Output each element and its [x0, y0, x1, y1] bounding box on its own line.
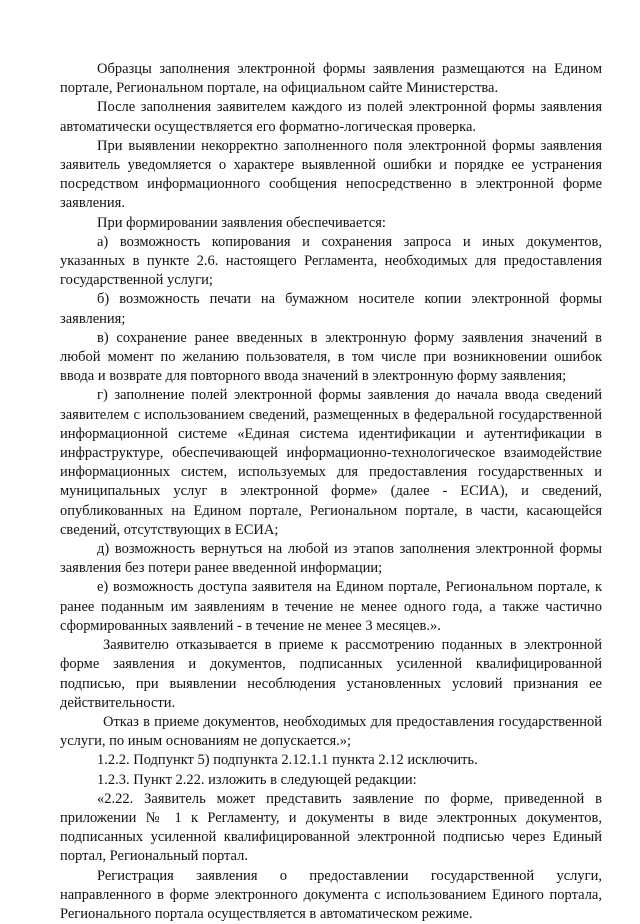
paragraph-registration: Регистрация заявления о предоставлении государственной услуги, направленного в форме электронного документа с использованием Единого портала, Регионального портала осуществляется в автоматическом режиме. [60, 867, 602, 922]
paragraph-no-other-grounds: Отказ в приеме документов, необходимых для предоставления государственной услуги, по иным основаниям не допускается.»; [60, 713, 602, 750]
list-item-g: г) заполнение полей электронной формы заявления до начала ввода сведений заявителем с использованием сведений, размещенных в федеральной государственной информационной системе «Единая система идентификации и аутентификации в инфраструктуре, обеспечивающей информационно-технологическое взаимодействие информационных систем, используемых для предоставления государственных и муниципальных услуг в электронной форме» (далее - ЕСИА), и сведений, опубликованных на Едином портале, Региональном портале, в части, касающейся сведений, отсутствующих в ЕСИА; [60, 387, 602, 538]
list-item-e: е) возможность доступа заявителя на Едином портале, Региональном портале, к ранее поданным им заявлениям в течение не менее одного года, а также частично сформированных заявлений - в течение не менее 3 месяцев.». [60, 579, 602, 634]
paragraph-refusal: Заявителю отказывается в приеме к рассмотрению поданных в электронной форме заявления и документов, подписанных усиленной квалифицированной подписью, при выявлении несоблюдения установленных условий признания ее действительности. [60, 637, 602, 711]
paragraph-format-check: После заполнения заявителем каждого из полей электронной формы заявления автоматически осуществляется его форматно-логическая проверка. [60, 99, 602, 135]
list-item-b: б) возможность печати на бумажном носителе копии электронной формы заявления; [60, 291, 602, 327]
paragraph-error-notice: При выявлении некорректно заполненного поля электронной формы заявления заявитель уведомляется о характере выявленной ошибки и порядке ее устранения посредством информационного сообщения непосредственно в электронной форме заявления. [60, 137, 602, 212]
paragraph-samples: Образцы заполнения электронной формы заявления размещаются на Едином портале, Региональном портале, на официальном сайте Министерства. [60, 61, 602, 97]
paragraph-provisions-intro: При формировании заявления обеспечивается: [97, 214, 386, 231]
paragraph-1-2-3: 1.2.3. Пункт 2.22. изложить в следующей редакции: [97, 771, 417, 788]
list-item-d: д) возможность вернуться на любой из этапов заполнения электронной формы заявления без потери ранее введенной информации; [60, 541, 602, 577]
paragraph-2-22: «2.22. Заявитель может представить заявление по форме, приведенной в приложении № 1 к Регламенту, и документы в виде электронных документов, подписанных усиленной квалифицированной электронной подписью через Единый портал, Региональный портал. [60, 790, 602, 865]
paragraph-1-2-2: 1.2.2. Подпункт 5) подпункта 2.12.1.1 пункта 2.12 исключить. [97, 752, 478, 769]
list-item-v: в) сохранение ранее введенных в электронную форму заявления значений в любой момент по желанию пользователя, в том числе при возникновении ошибок ввода и возврате для повторного ввода значений в электронную форму заявления; [60, 329, 602, 385]
list-item-a: а) возможность копирования и сохранения запроса и иных документов, указанных в пункте 2.6. настоящего Регламента, необходимых для предоставления государственной услуги; [60, 233, 602, 289]
document-page [60, 60, 602, 924]
